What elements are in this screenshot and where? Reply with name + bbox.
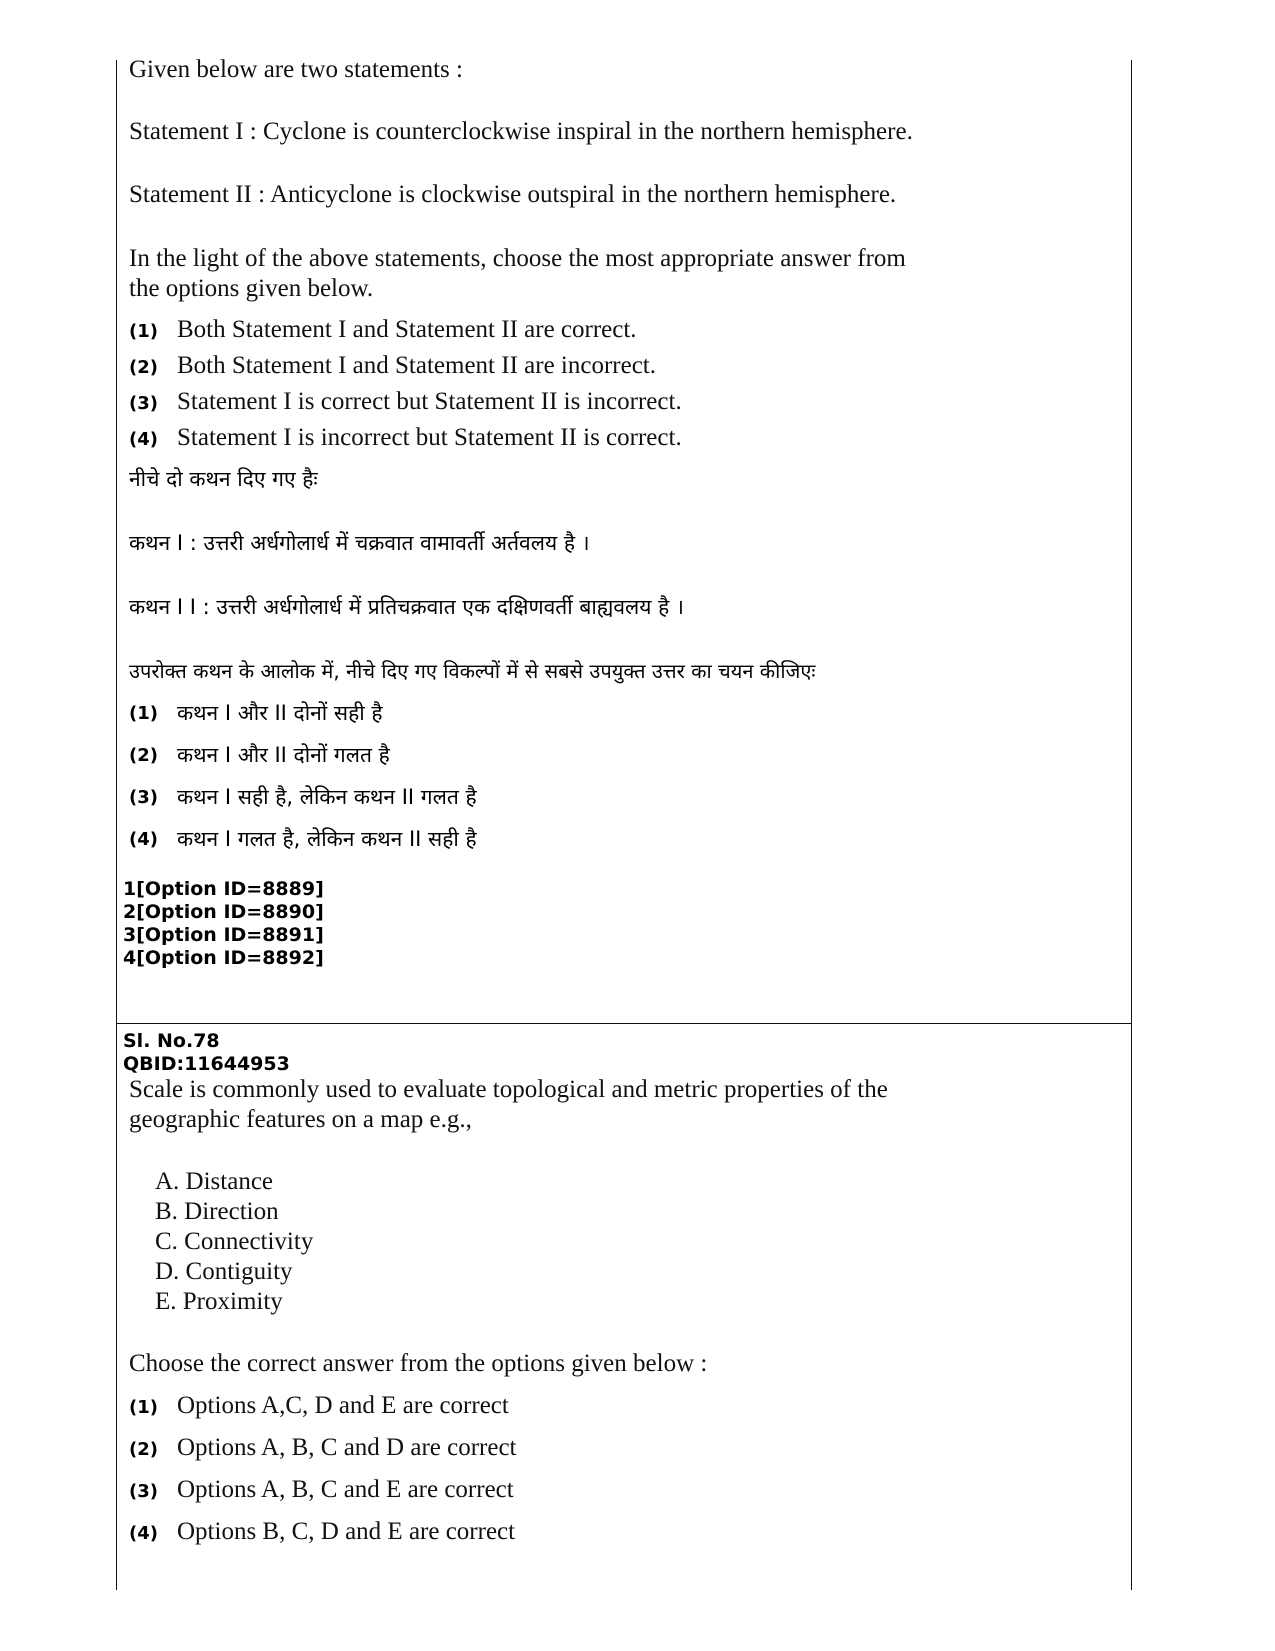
option-number: (4) bbox=[129, 429, 158, 450]
q1-intro: Given below are two statements : bbox=[129, 56, 463, 83]
option-text: Options B, C, D and E are correct bbox=[177, 1518, 516, 1545]
option-number: (2) bbox=[129, 1439, 158, 1460]
qbid: QBID:11644953 bbox=[123, 1053, 290, 1075]
option-text: Options A, B, C and D are correct bbox=[177, 1434, 517, 1461]
option-text: कथन I और II दोनों सही है bbox=[177, 701, 383, 725]
option-text: कथन I सही है, लेकिन कथन II गलत है bbox=[177, 785, 477, 809]
q2-item-c: C. Connectivity bbox=[155, 1228, 314, 1255]
q1-hindi-intro: नीचे दो कथन दिए गए हैः bbox=[129, 467, 318, 491]
q2-choose: Choose the correct answer from the options given below : bbox=[129, 1350, 708, 1377]
option-id-3: 3[Option ID=8891] bbox=[123, 924, 324, 946]
option-number: (3) bbox=[129, 787, 158, 808]
option-text: Statement I is correct but Statement II is incorrect. bbox=[177, 388, 682, 415]
q1-hindi-statement-2: कथन I I : उत्तरी अर्धगोलार्ध में प्रतिचक्रवात एक दक्षिणवर्ती बाह्यवलय है । bbox=[129, 595, 684, 619]
option-text: Options A, B, C and E are correct bbox=[177, 1476, 514, 1503]
q2-item-e: E. Proximity bbox=[155, 1288, 283, 1315]
option-text: Both Statement I and Statement II are correct. bbox=[177, 316, 637, 343]
option-number: (4) bbox=[129, 1523, 158, 1544]
option-number: (1) bbox=[129, 703, 158, 724]
serial-number: Sl. No.78 bbox=[123, 1030, 220, 1052]
option-number: (1) bbox=[129, 1397, 158, 1418]
question-frame bbox=[116, 56, 1132, 1590]
q2-item-d: D. Contiguity bbox=[155, 1258, 293, 1285]
option-number: (4) bbox=[129, 829, 158, 850]
q1-hindi-instruction: उपरोक्त कथन के आलोक में, नीचे दिए गए विकल्पों में से सबसे उपयुक्त उत्तर का चयन कीजिएः bbox=[129, 659, 816, 683]
option-text: Statement I is incorrect but Statement II is correct. bbox=[177, 424, 682, 451]
option-id-4: 4[Option ID=8892] bbox=[123, 947, 324, 969]
question-divider bbox=[117, 1023, 1131, 1024]
option-number: (2) bbox=[129, 357, 158, 378]
q1-instruction-line-1: In the light of the above statements, choose the most appropriate answer from bbox=[129, 245, 906, 272]
option-number: (3) bbox=[129, 1481, 158, 1502]
q2-item-b: B. Direction bbox=[155, 1198, 279, 1225]
q1-statement-1: Statement I : Cyclone is counterclockwise inspiral in the northern hemisphere. bbox=[129, 118, 913, 145]
option-id-2: 2[Option ID=8890] bbox=[123, 901, 324, 923]
option-number: (1) bbox=[129, 321, 158, 342]
option-text: Both Statement I and Statement II are incorrect. bbox=[177, 352, 656, 379]
option-number: (3) bbox=[129, 393, 158, 414]
option-id-1: 1[Option ID=8889] bbox=[123, 878, 324, 900]
option-text: कथन I गलत है, लेकिन कथन II सही है bbox=[177, 827, 477, 851]
option-number: (2) bbox=[129, 745, 158, 766]
option-text: कथन I और II दोनों गलत है bbox=[177, 743, 390, 767]
q1-instruction-line-2: the options given below. bbox=[129, 275, 374, 302]
option-text: Options A,C, D and E are correct bbox=[177, 1392, 509, 1419]
q1-hindi-statement-1: कथन I : उत्तरी अर्धगोलार्ध में चक्रवात वामावर्ती अर्तवलय है । bbox=[129, 531, 590, 555]
q2-stem-line-2: geographic features on a map e.g., bbox=[129, 1106, 472, 1133]
q2-stem-line-1: Scale is commonly used to evaluate topological and metric properties of the bbox=[129, 1076, 888, 1103]
q1-statement-2: Statement II : Anticyclone is clockwise outspiral in the northern hemisphere. bbox=[129, 181, 897, 208]
q2-item-a: A. Distance bbox=[155, 1168, 274, 1195]
